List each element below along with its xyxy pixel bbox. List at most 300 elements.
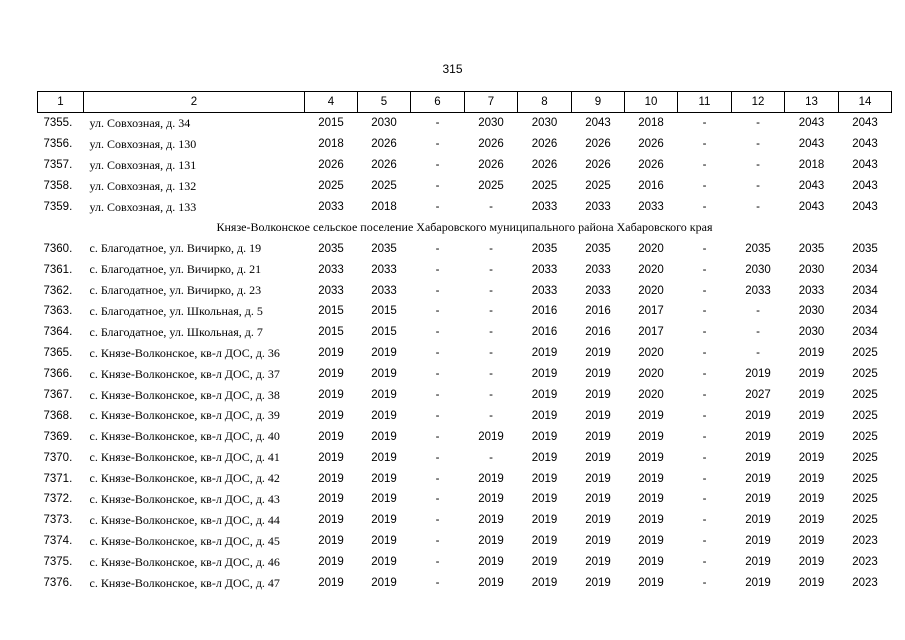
year-cell-col-9: 2035 (585, 242, 611, 255)
year-cell-col-6: - (435, 117, 440, 130)
year-cell-col-10: 2019 (638, 577, 664, 590)
year-cell-col-14: 2023 (852, 577, 878, 590)
year-cell-col-7: 2019 (478, 556, 504, 569)
year-cell-col-7: 2030 (478, 117, 504, 130)
year-cell-col-10: 2019 (638, 556, 664, 569)
year-cell-col-4: 2019 (318, 451, 344, 464)
year-cell-col-14: 2034 (852, 326, 878, 339)
table-row (38, 468, 892, 489)
year-cell-col-6: - (435, 535, 440, 548)
row-number: 7356. (43, 138, 73, 151)
year-cell-col-4: 2019 (318, 430, 344, 443)
year-cell-col-8: 2019 (531, 347, 558, 360)
row-number: 7375. (43, 556, 73, 569)
year-cell-col-7: - (489, 201, 493, 213)
year-cell-col-14: 2025 (852, 472, 878, 485)
schedule-table (37, 91, 892, 593)
year-cell-col-14: 2034 (852, 305, 878, 318)
row-number: 7359. (43, 201, 73, 213)
year-cell-col-14: 2025 (852, 389, 878, 402)
table-row (38, 155, 892, 176)
year-cell-col-5: 2025 (371, 180, 397, 193)
year-cell-col-9: 2016 (585, 305, 611, 318)
year-cell-col-12: 2019 (745, 368, 771, 381)
table-row (38, 197, 892, 218)
address-cell: с. Князе-Волконское, кв-л ДОС, д. 46 (89, 554, 280, 569)
row-number: 7370. (43, 451, 73, 464)
year-cell-col-4: 2019 (318, 389, 344, 402)
year-cell-col-6: - (435, 577, 440, 590)
year-cell-col-13: 2019 (798, 577, 825, 590)
year-cell-col-10: 2019 (638, 472, 664, 485)
year-cell-col-5: 2035 (371, 242, 397, 255)
row-number: 7374. (43, 535, 73, 548)
column-header: 14 (839, 92, 892, 113)
table-row (38, 405, 892, 426)
year-cell-col-11: - (702, 284, 707, 297)
year-cell-col-5: 2018 (371, 201, 397, 213)
year-cell-col-11: - (702, 263, 707, 276)
year-cell-col-6: - (435, 472, 440, 485)
year-cell-col-13: 2019 (798, 368, 825, 381)
year-cell-col-14: 2025 (852, 347, 878, 360)
year-cell-col-9: 2033 (585, 201, 611, 213)
year-cell-col-13: 2030 (798, 326, 825, 339)
table-row (38, 322, 892, 343)
year-cell-col-13: 2033 (798, 284, 825, 297)
year-cell-col-7: - (489, 305, 493, 318)
year-cell-col-13: 2019 (798, 556, 825, 569)
year-cell-col-5: 2019 (371, 389, 397, 402)
year-cell-col-8: 2019 (531, 514, 558, 527)
year-cell-col-12: 2019 (745, 535, 771, 548)
year-cell-col-10: 2016 (638, 180, 664, 193)
year-cell-col-8: 2026 (531, 138, 558, 151)
year-cell-col-5: 2019 (371, 514, 397, 527)
address-cell: с. Благодатное, ул. Школьная, д. 7 (89, 324, 263, 339)
year-cell-col-4: 2026 (318, 159, 344, 172)
row-number: 7366. (43, 368, 73, 381)
year-cell-col-12: 2019 (745, 556, 771, 569)
year-cell-col-6: - (435, 180, 440, 193)
year-cell-col-5: 2019 (371, 493, 397, 506)
year-cell-col-13: 2019 (798, 389, 825, 402)
year-cell-col-7: - (489, 451, 493, 464)
table-row (38, 301, 892, 322)
column-header: 10 (625, 92, 678, 113)
year-cell-col-14: 2043 (852, 159, 878, 172)
year-cell-col-11: - (702, 472, 707, 485)
year-cell-col-11: - (702, 242, 707, 255)
column-header: 2 (84, 92, 305, 113)
row-number: 7369. (43, 430, 73, 443)
year-cell-col-13: 2019 (798, 430, 825, 443)
year-cell-col-7: 2026 (478, 138, 504, 151)
address-cell: ул. Совхозная, д. 131 (89, 157, 197, 172)
year-cell-col-13: 2043 (798, 180, 825, 193)
year-cell-col-11: - (702, 430, 707, 443)
year-cell-col-14: 2025 (852, 451, 878, 464)
year-cell-col-14: 2025 (852, 430, 878, 443)
address-cell: с. Благодатное, ул. Вичирко, д. 19 (89, 241, 262, 256)
year-cell-col-6: - (435, 242, 440, 255)
address-cell: с. Князе-Волконское, кв-л ДОС, д. 40 (89, 429, 280, 444)
year-cell-col-14: 2034 (852, 284, 878, 297)
year-cell-col-8: 2030 (531, 117, 558, 130)
row-number: 7371. (43, 472, 73, 485)
year-cell-col-9: 2019 (585, 389, 611, 402)
column-header: 8 (518, 92, 572, 113)
table-row (38, 489, 892, 510)
year-cell-col-8: 2019 (531, 556, 558, 569)
address-cell: с. Благодатное, ул. Вичирко, д. 23 (89, 283, 262, 298)
row-number: 7357. (43, 159, 73, 172)
year-cell-col-9: 2019 (585, 409, 611, 422)
year-cell-col-12: 2019 (745, 493, 771, 506)
year-cell-col-4: 2019 (318, 556, 344, 569)
year-cell-col-10: 2019 (638, 493, 664, 506)
year-cell-col-9: 2026 (585, 138, 611, 151)
address-cell: с. Князе-Волконское, кв-л ДОС, д. 39 (89, 408, 280, 423)
year-cell-col-12: 2019 (745, 409, 771, 422)
table-row (38, 343, 892, 364)
year-cell-col-9: 2019 (585, 556, 611, 569)
year-cell-col-10: 2019 (638, 535, 664, 548)
address-cell: ул. Совхозная, д. 34 (89, 115, 191, 130)
year-cell-col-4: 2033 (318, 201, 344, 213)
year-cell-col-7: - (489, 263, 493, 276)
year-cell-col-8: 2019 (531, 577, 558, 590)
year-cell-col-13: 2019 (798, 535, 825, 548)
year-cell-col-12: - (756, 159, 760, 172)
year-cell-col-5: 2019 (371, 347, 397, 360)
year-cell-col-10: 2017 (638, 305, 664, 318)
table-row (38, 364, 892, 385)
year-cell-col-12: - (756, 180, 760, 193)
year-cell-col-10: 2019 (638, 430, 664, 443)
year-cell-col-4: 2019 (318, 493, 344, 506)
year-cell-col-6: - (435, 305, 440, 318)
year-cell-col-9: 2019 (585, 347, 611, 360)
year-cell-col-5: 2019 (371, 535, 397, 548)
year-cell-col-5: 2030 (371, 117, 397, 130)
year-cell-col-13: 2019 (798, 409, 825, 422)
table-header (38, 92, 892, 113)
year-cell-col-7: 2019 (478, 472, 504, 485)
year-cell-col-12: - (756, 347, 760, 360)
year-cell-col-10: 2026 (638, 138, 664, 151)
year-cell-col-10: 2020 (638, 347, 664, 360)
year-cell-col-14: 2025 (852, 514, 878, 527)
year-cell-col-10: 2020 (638, 389, 664, 402)
year-cell-col-7: 2026 (478, 159, 504, 172)
year-cell-col-8: 2019 (531, 430, 558, 443)
year-cell-col-6: - (435, 368, 440, 381)
column-header: 13 (785, 92, 839, 113)
year-cell-col-14: 2035 (852, 242, 878, 255)
section-title: Князе-Волконское сельское поселение Хабаровского муниципального района Хабаровского края (216, 220, 713, 235)
year-cell-col-10: 2020 (638, 242, 664, 255)
year-cell-col-7: - (489, 326, 493, 339)
year-cell-col-10: 2020 (638, 284, 664, 297)
year-cell-col-7: 2025 (478, 180, 504, 193)
year-cell-col-6: - (435, 451, 440, 464)
year-cell-col-11: - (702, 159, 707, 172)
column-header: 12 (732, 92, 785, 113)
year-cell-col-11: - (702, 138, 707, 151)
year-cell-col-6: - (435, 556, 440, 569)
year-cell-col-6: - (435, 514, 440, 527)
address-cell: ул. Совхозная, д. 133 (89, 199, 197, 214)
column-header: 7 (465, 92, 518, 113)
year-cell-col-13: 2030 (798, 305, 825, 318)
row-number: 7367. (43, 389, 73, 402)
address-cell: с. Князе-Волконское, кв-л ДОС, д. 45 (89, 533, 280, 548)
table-row (38, 134, 892, 155)
year-cell-col-4: 2019 (318, 535, 344, 548)
column-header: 6 (411, 92, 465, 113)
year-cell-col-4: 2019 (318, 472, 344, 485)
year-cell-col-13: 2018 (798, 159, 825, 172)
year-cell-col-4: 2019 (318, 347, 344, 360)
year-cell-col-13: 2019 (798, 514, 825, 527)
year-cell-col-14: 2043 (852, 138, 878, 151)
year-cell-col-11: - (702, 368, 707, 381)
column-header: 5 (358, 92, 411, 113)
year-cell-col-12: 2019 (745, 430, 771, 443)
year-cell-col-4: 2018 (318, 138, 344, 151)
row-number: 7360. (43, 242, 73, 255)
year-cell-col-11: - (702, 409, 707, 422)
row-number: 7358. (43, 180, 73, 193)
year-cell-col-13: 2019 (798, 347, 825, 360)
year-cell-col-5: 2019 (371, 472, 397, 485)
year-cell-col-9: 2019 (585, 430, 611, 443)
year-cell-col-13: 2043 (798, 138, 825, 151)
year-cell-col-9: 2026 (585, 159, 611, 172)
year-cell-col-4: 2019 (318, 368, 344, 381)
year-cell-col-4: 2019 (318, 409, 344, 422)
year-cell-col-4: 2033 (318, 284, 344, 297)
row-number: 7376. (43, 577, 73, 590)
table-row (38, 113, 892, 134)
year-cell-col-14: 2025 (852, 409, 878, 422)
year-cell-col-13: 2043 (798, 117, 825, 130)
year-cell-col-8: 2025 (531, 180, 558, 193)
year-cell-col-6: - (435, 430, 440, 443)
year-cell-col-12: - (756, 138, 760, 151)
row-number: 7364. (43, 326, 73, 339)
year-cell-col-6: - (435, 389, 440, 402)
year-cell-col-10: 2018 (638, 117, 664, 130)
column-header: 11 (678, 92, 732, 113)
row-number: 7373. (43, 514, 73, 527)
table-row (38, 531, 892, 552)
year-cell-col-7: 2019 (478, 430, 504, 443)
year-cell-col-12: - (756, 117, 760, 130)
year-cell-col-14: 2023 (852, 535, 878, 548)
year-cell-col-11: - (702, 305, 707, 318)
year-cell-col-5: 2015 (371, 305, 397, 318)
year-cell-col-8: 2019 (531, 389, 558, 402)
year-cell-col-8: 2016 (531, 326, 558, 339)
year-cell-col-11: - (702, 180, 707, 193)
row-number: 7363. (43, 305, 73, 318)
year-cell-col-9: 2019 (585, 577, 611, 590)
year-cell-col-9: 2019 (585, 368, 611, 381)
address-cell: с. Князе-Волконское, кв-л ДОС, д. 44 (89, 512, 280, 527)
year-cell-col-8: 2019 (531, 451, 558, 464)
year-cell-col-4: 2019 (318, 514, 344, 527)
year-cell-col-11: - (702, 347, 707, 360)
year-cell-col-8: 2033 (531, 284, 558, 297)
year-cell-col-10: 2033 (638, 201, 664, 213)
year-cell-col-7: - (489, 409, 493, 422)
year-cell-col-6: - (435, 284, 440, 297)
table-row (38, 385, 892, 406)
address-cell: с. Князе-Волконское, кв-л ДОС, д. 38 (89, 387, 280, 402)
year-cell-col-11: - (702, 535, 707, 548)
year-cell-col-8: 2035 (531, 242, 558, 255)
table-row (38, 426, 892, 447)
year-cell-col-7: - (489, 242, 493, 255)
year-cell-col-4: 2035 (318, 242, 344, 255)
row-number: 7361. (43, 263, 73, 276)
year-cell-col-10: 2019 (638, 514, 664, 527)
year-cell-col-9: 2019 (585, 514, 611, 527)
row-number: 7362. (43, 284, 73, 297)
year-cell-col-8: 2019 (531, 368, 558, 381)
page-number: 315 (442, 62, 463, 76)
year-cell-col-11: - (702, 326, 707, 339)
year-cell-col-7: 2019 (478, 514, 504, 527)
year-cell-col-5: 2019 (371, 368, 397, 381)
address-cell: с. Князе-Волконское, кв-л ДОС, д. 37 (89, 366, 280, 381)
year-cell-col-5: 2019 (371, 577, 397, 590)
year-cell-col-11: - (702, 514, 707, 527)
year-cell-col-14: 2025 (852, 368, 878, 381)
year-cell-col-9: 2016 (585, 326, 611, 339)
year-cell-col-12: - (756, 201, 760, 213)
year-cell-col-9: 2019 (585, 472, 611, 485)
year-cell-col-12: 2019 (745, 472, 771, 485)
year-cell-col-7: - (489, 389, 493, 402)
year-cell-col-11: - (702, 577, 707, 590)
column-header: 9 (572, 92, 625, 113)
year-cell-col-12: 2035 (745, 242, 771, 255)
table-row (38, 238, 892, 259)
year-cell-col-13: 2030 (798, 263, 825, 276)
year-cell-col-5: 2019 (371, 451, 397, 464)
row-number: 7372. (43, 493, 73, 506)
section-row (38, 217, 892, 238)
header-row (38, 92, 892, 113)
year-cell-col-9: 2019 (585, 451, 611, 464)
year-cell-col-5: 2019 (371, 430, 397, 443)
year-cell-col-11: - (702, 389, 707, 402)
year-cell-col-8: 2033 (531, 201, 558, 213)
year-cell-col-6: - (435, 201, 440, 213)
address-cell: с. Князе-Волконское, кв-л ДОС, д. 41 (89, 450, 280, 465)
table-row (38, 259, 892, 280)
year-cell-col-14: 2043 (852, 180, 878, 193)
year-cell-col-12: 2030 (745, 263, 771, 276)
year-cell-col-9: 2019 (585, 493, 611, 506)
row-number: 7365. (43, 347, 73, 360)
address-cell: с. Благодатное, ул. Школьная, д. 5 (89, 303, 263, 318)
year-cell-col-13: 2019 (798, 493, 825, 506)
year-cell-col-7: - (489, 368, 493, 381)
year-cell-col-10: 2020 (638, 368, 664, 381)
year-cell-col-13: 2043 (798, 201, 825, 213)
year-cell-col-11: - (702, 556, 707, 569)
year-cell-col-6: - (435, 138, 440, 151)
year-cell-col-11: - (702, 493, 707, 506)
year-cell-col-9: 2025 (585, 180, 611, 193)
year-cell-col-6: - (435, 347, 440, 360)
year-cell-col-11: - (702, 451, 707, 464)
table-row (38, 447, 892, 468)
year-cell-col-13: 2019 (798, 451, 825, 464)
year-cell-col-12: - (756, 305, 760, 318)
year-cell-col-5: 2019 (371, 556, 397, 569)
year-cell-col-12: - (756, 326, 760, 339)
year-cell-col-6: - (435, 263, 440, 276)
year-cell-col-7: 2019 (478, 577, 504, 590)
year-cell-col-10: 2019 (638, 451, 664, 464)
row-number: 7355. (43, 117, 73, 130)
year-cell-col-7: 2019 (478, 493, 504, 506)
year-cell-col-6: - (435, 493, 440, 506)
year-cell-col-7: - (489, 284, 493, 297)
year-cell-col-12: 2027 (745, 389, 771, 402)
address-cell: ул. Совхозная, д. 130 (89, 136, 197, 151)
year-cell-col-9: 2043 (585, 117, 611, 130)
year-cell-col-4: 2025 (318, 180, 344, 193)
year-cell-col-8: 2026 (531, 159, 558, 172)
year-cell-col-4: 2015 (318, 117, 344, 130)
year-cell-col-10: 2019 (638, 409, 664, 422)
year-cell-col-4: 2019 (318, 577, 344, 590)
year-cell-col-12: 2019 (745, 451, 771, 464)
address-cell: с. Князе-Волконское, кв-л ДОС, д. 36 (89, 345, 280, 360)
year-cell-col-8: 2019 (531, 409, 558, 422)
year-cell-col-8: 2019 (531, 535, 558, 548)
year-cell-col-4: 2015 (318, 305, 344, 318)
column-header: 1 (38, 92, 84, 113)
year-cell-col-9: 2019 (585, 535, 611, 548)
year-cell-col-12: 2033 (745, 284, 771, 297)
year-cell-col-6: - (435, 409, 440, 422)
year-cell-col-10: 2017 (638, 326, 664, 339)
year-cell-col-12: 2019 (745, 514, 771, 527)
year-cell-col-14: 2023 (852, 556, 878, 569)
year-cell-col-13: 2019 (798, 472, 825, 485)
year-cell-col-12: 2019 (745, 577, 771, 590)
address-cell: с. Князе-Волконское, кв-л ДОС, д. 43 (89, 491, 280, 506)
year-cell-col-4: 2033 (318, 263, 344, 276)
year-cell-col-5: 2026 (371, 159, 397, 172)
year-cell-col-10: 2020 (638, 263, 664, 276)
year-cell-col-5: 2033 (371, 263, 397, 276)
year-cell-col-11: - (702, 117, 707, 130)
year-cell-col-11: - (702, 201, 707, 213)
year-cell-col-10: 2026 (638, 159, 664, 172)
table-row (38, 552, 892, 573)
year-cell-col-7: - (489, 347, 493, 360)
address-cell: с. Князе-Волконское, кв-л ДОС, д. 47 (89, 575, 280, 590)
year-cell-col-6: - (435, 326, 440, 339)
